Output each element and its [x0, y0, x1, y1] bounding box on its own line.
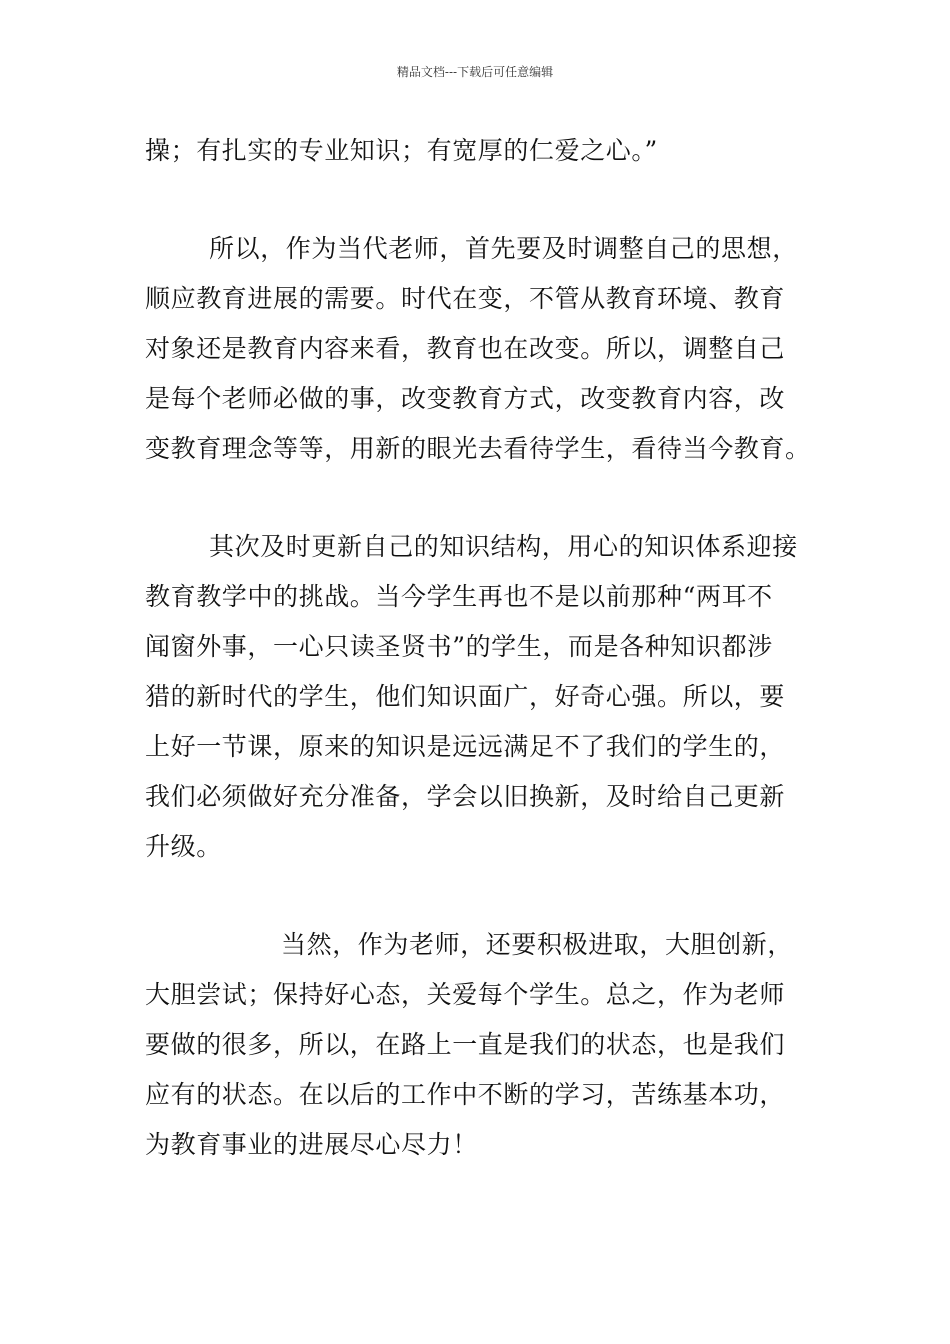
text-line: 猎的新时代的学生，他们知识面广，好奇心强。所以，要 [145, 682, 786, 711]
paragraph-first-line: 当然，作为老师，还要积极进取，大胆创新， [281, 930, 794, 959]
text-line: 要做的很多，所以，在路上一直是我们的状态，也是我们 [145, 1030, 786, 1059]
text-line: 顺应教育进展的需要。时代在变，不管从教育环境、教育 [145, 284, 786, 313]
text-line: 教育教学中的挑战。当今学生再也不是以前那种“两耳不 [145, 582, 773, 611]
text-line: 大胆尝试；保持好心态，关爱每个学生。总之，作为老师 [145, 980, 786, 1009]
text-line: 为教育事业的进展尽心尽力！ [145, 1130, 478, 1159]
text-line: 应有的状态。在以后的工作中不断的学习，苦练基本功， [145, 1080, 786, 1109]
text-line: 上好一节课，原来的知识是远远满足不了我们的学生的， [145, 732, 786, 761]
text-line: 变教育理念等等，用新的眼光去看待学生，看待当今教育。 [145, 434, 811, 463]
text-line: 升级。 [145, 832, 222, 861]
text-line: 是每个老师必做的事，改变教育方式，改变教育内容，改 [145, 384, 786, 413]
text-line: 我们必须做好充分准备，学会以旧换新，及时给自己更新 [145, 782, 786, 811]
text-line: 操；有扎实的专业知识；有宽厚的仁爱之心。” [145, 136, 658, 165]
paragraph-first-line: 所以，作为当代老师，首先要及时调整自己的思想， [209, 234, 798, 263]
text-line: 闻窗外事，一心只读圣贤书”的学生，而是各种知识都涉 [145, 632, 773, 661]
paragraph-first-line: 其次及时更新自己的知识结构，用心的知识体系迎接 [209, 532, 798, 561]
page-header: 精品文档---下载后可任意编辑 [396, 65, 554, 79]
text-line: 对象还是教育内容来看，教育也在改变。所以，调整自己 [145, 334, 786, 363]
